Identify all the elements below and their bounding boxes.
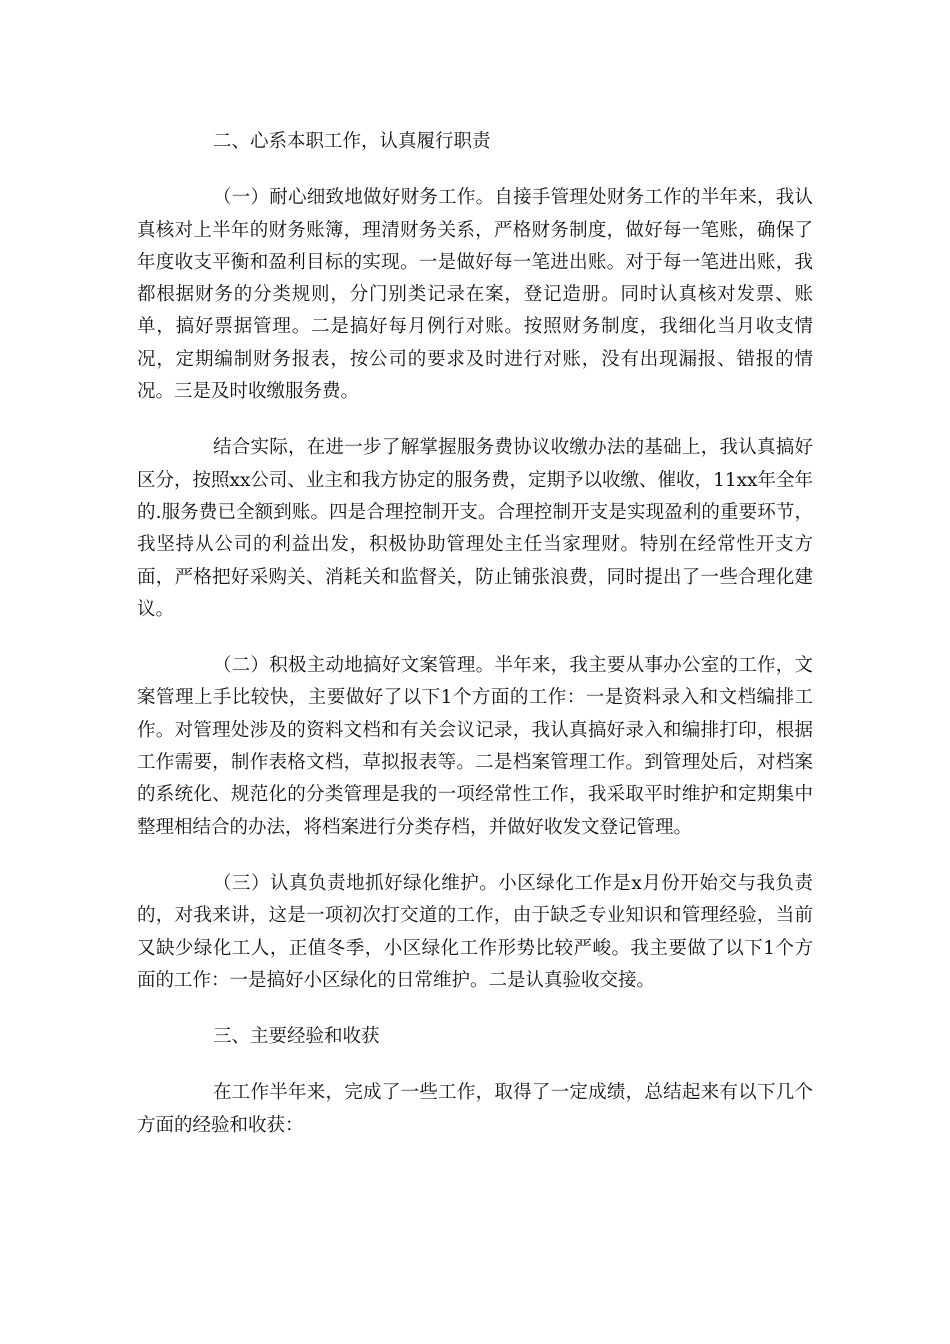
- paragraph-finance-work: （一）耐心细致地做好财务工作。自接手管理处财务工作的半年来，我认真核对上半年的财务账簿，理清财务关系，严格财务制度，做好每一笔账，确保了年度收支平衡和盈利目标的实现。一是做好每一笔进出账。对于每一笔进出账，我都根据财务的分类规则，分门别类记录在案，登记造册。同时认真核对发票、账单，搞好票据管理。二是搞好每月例行对账。按照财务制度，我细化当月收支情况，定期编制财务报表，按公司的要求及时进行对账，没有出现漏报、错报的情况。三是及时收缴服务费。: [137, 187, 813, 403]
- paragraph-greening-maintenance: （三）认真负责地抓好绿化维护。小区绿化工作是x月份开始交与我负责的，对我来讲，这是一项初次打交道的工作，由于缺乏专业知识和管理经验，当前又缺少绿化工人，正值冬季，小区绿化工作形势比较严峻。我主要做了以下1个方面的工作：一是搞好小区绿化的日常维护。二是认真验收交接。: [137, 872, 813, 991]
- document-page: [137, 126, 813, 1166]
- paragraph-document-management: （二）积极主动地搞好文案管理。半年来，我主要从事办公室的工作，文案管理上手比较快，主要做好了以下1个方面的工作：一是资料录入和文档编排工作。对管理处涉及的资料文档和有关会议记录，我认真搞好录入和编排打印，根据工作需要，制作表格文档，草拟报表等。二是档案管理工作。到管理处后，对档案的系统化、规范化的分类管理是我的一项经常性工作，我采取平时维护和定期集中整理相结合的办法，将档案进行分类存档，并做好收发文登记管理。: [137, 655, 813, 838]
- section-heading-2: 二、心系本职工作，认真履行职责: [213, 131, 491, 152]
- paragraph-experience: 在工作半年来，完成了一些工作，取得了一定成绩，总结起来有以下几个方面的经验和收获：: [137, 1082, 813, 1136]
- paragraph-service-fee: 结合实际，在进一步了解掌握服务费协议收缴办法的基础上，我认真搞好区分，按照xx公司、业主和我方协定的服务费，定期予以收缴、催收，11xx年全年的.服务费已全额到账。四是合理控制开支。合理控制开支是实现盈利的重要环节，我坚持从公司的利益出发，积极协助管理处主任当家理财。特别在经常性开支方面，严格把好采购关、消耗关和监督关，防止铺张浪费，同时提出了一些合理化建议。: [137, 437, 813, 620]
- section-heading-3: 三、主要经验和收获: [213, 1026, 380, 1048]
